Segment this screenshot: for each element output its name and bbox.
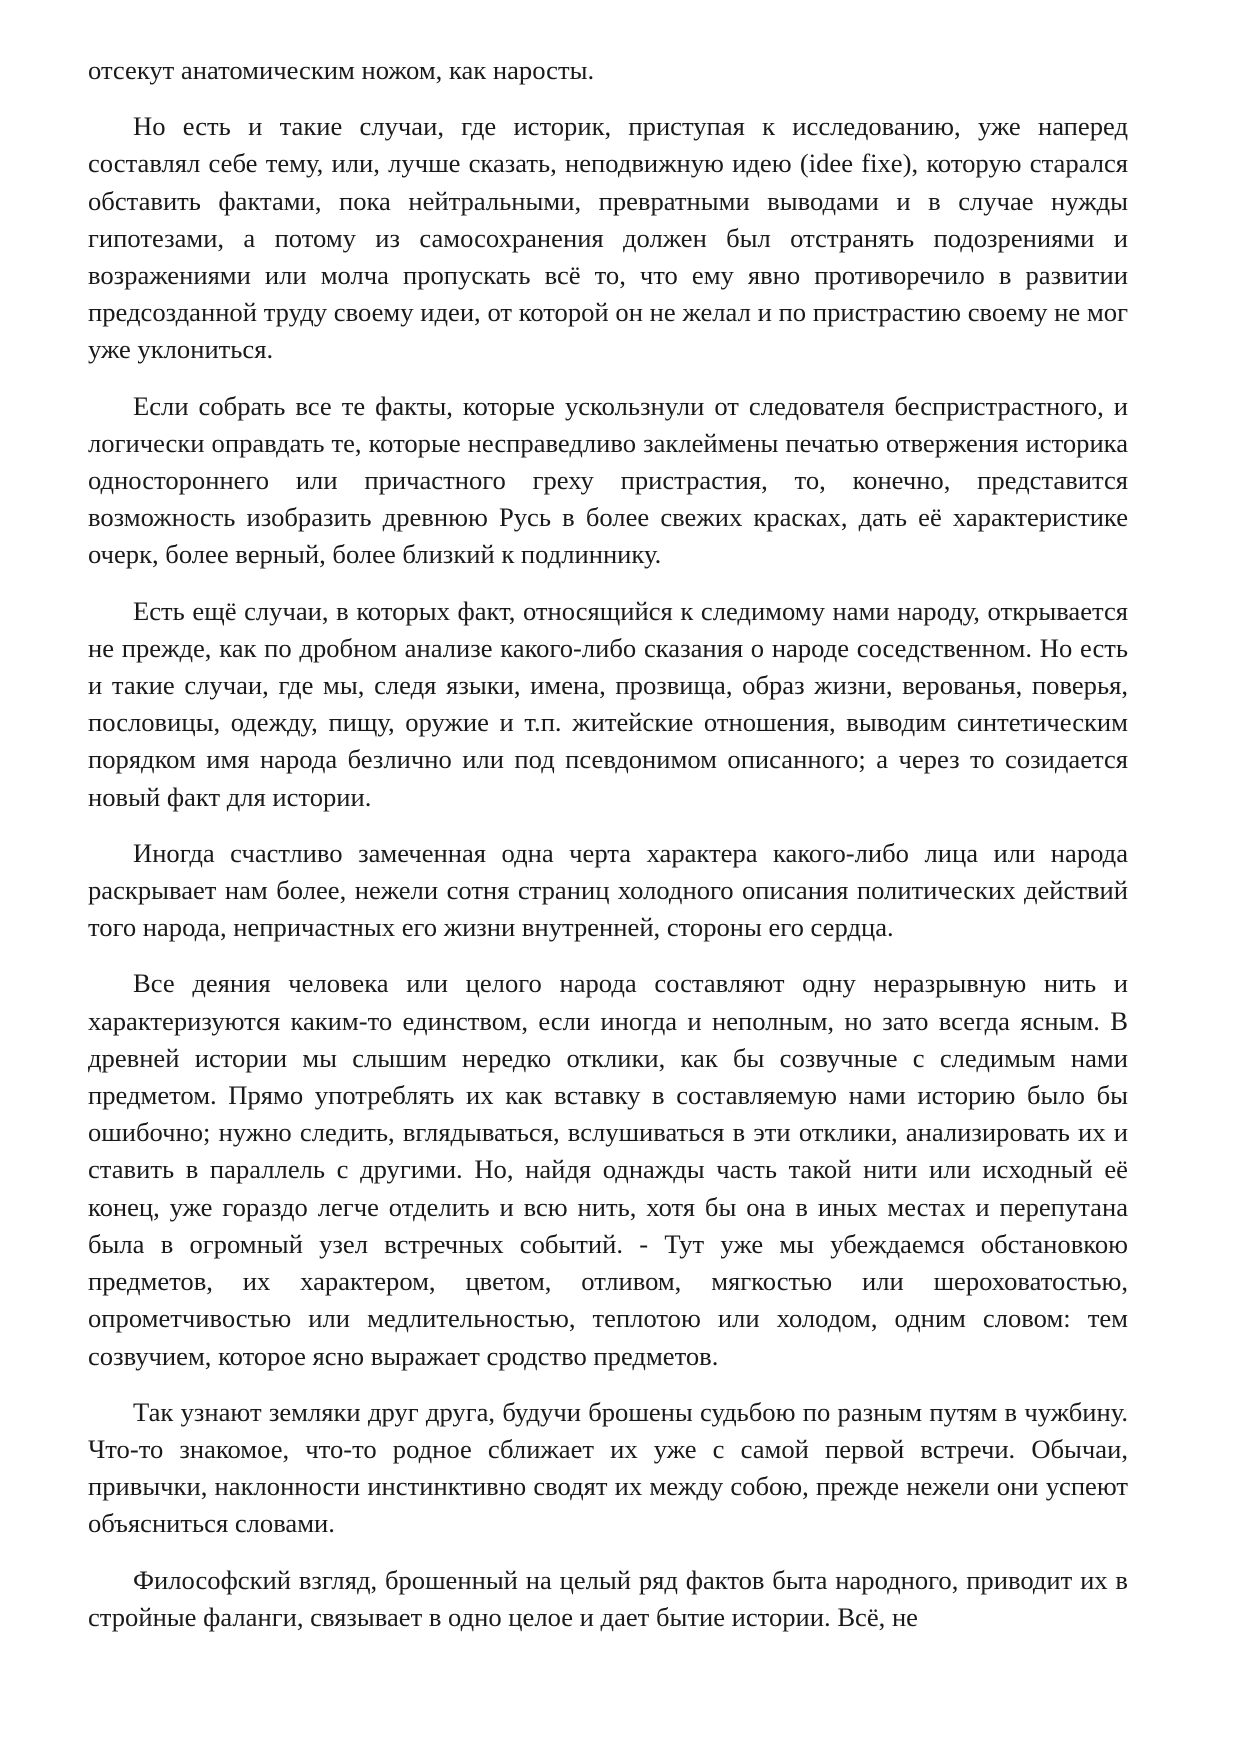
paragraph-countrymen: Так узнают земляки друг друга, будучи брошены судьбою по разным путям в чужбину. Что-то знакомое, что-то родное сближает их уже с самой первой встречи. Обычаи, привычки, наклонности инстинктивно сводят их между собою, прежде нежели они успеют объясниться словами. <box>88 1396 1128 1539</box>
document-page <box>88 52 1128 1655</box>
paragraph-unbroken-thread: Все деяния человека или целого народа составляют одну неразрывную нить и характеризуются каким-то единством, если иногда и неполным, но зато всегда ясным. В древней истории мы слышим нередко отклики, как бы созвучные с следимым нами предметом. Прямо употреблять их как вставку в составляемую нами историю было бы ошибочно; нужно следить, вглядываться, вслушиваться в эти отклики, анализировать их и ставить в параллель с другими. Но, найдя однажды часть такой нити или исходный её конец, уже гораздо легче отделить и всю нить, хотя бы она в иных местах и перепутана была в огромный узел встречных событий. - Тут уже мы убеждаемся обстановкою предметов, их характером, цветом, отливом, мягкостью или шероховатостью, опрометчивостью или медлительностью, теплотою или холодом, одним словом: тем созвучием, которое ясно выражает сродство предметов. <box>88 968 1128 1371</box>
paragraph-collect-facts: Если собрать все те факты, которые ускользнули от следователя беспристрастного, и логически оправдать те, которые несправедливо заклеймены печатью отвержения историка одностороннего или причастного греху пристрастия, то, конечно, представится возможность изобразить древнюю Русь в более свежих красках, дать её характеристике очерк, более верный, более близкий к подлиннику. <box>88 390 1128 570</box>
paragraph-continuation: отсекут анатомическим ножом, как наросты. <box>88 55 595 85</box>
paragraph-neighbour-analysis: Есть ещё случаи, в которых факт, относящийся к следимому нами народу, открывается не прежде, как по дробном анализе какого-либо сказания о народе соседственном. Но есть и такие случаи, где мы, следя языки, имена, прозвища, образ жизни, верованья, поверья, пословицы, одежду, пищу, оружие и т.п. житейские отношения, выводим синтетическим порядком имя народа безлично или под псевдонимом описанного; а через то созидается новый факт для истории. <box>88 595 1128 812</box>
paragraph-historian-idee-fixe: Но есть и такие случаи, где историк, приступая к исследованию, уже наперед составлял себе тему, или, лучше сказать, неподвижную идею (idee fixe), которую старался обставить фактами, пока нейтральными, превратными выводами и в случае нужды гипотезами, а потому из самосохранения должен был отстранять подозрениями и возражениями или молча пропускать всё то, что ему явно противоречило в развитии предсозданной труду своему идеи, от которой он не желал и по пристрастию своему не мог уже уклониться. <box>88 111 1128 365</box>
paragraph-philosophical-view: Философский взгляд, брошенный на целый ряд фактов быта народного, приводит их в стройные фаланги, связывает в одно целое и дает бытие истории. Всё, не <box>88 1564 1128 1632</box>
paragraph-character-trait: Иногда счастливо замеченная одна черта характера какого-либо лица или народа раскрывает нам более, нежели сотня страниц холодного описания политических действий того народа, непричастных его жизни внутренней, стороны его сердца. <box>88 837 1128 943</box>
